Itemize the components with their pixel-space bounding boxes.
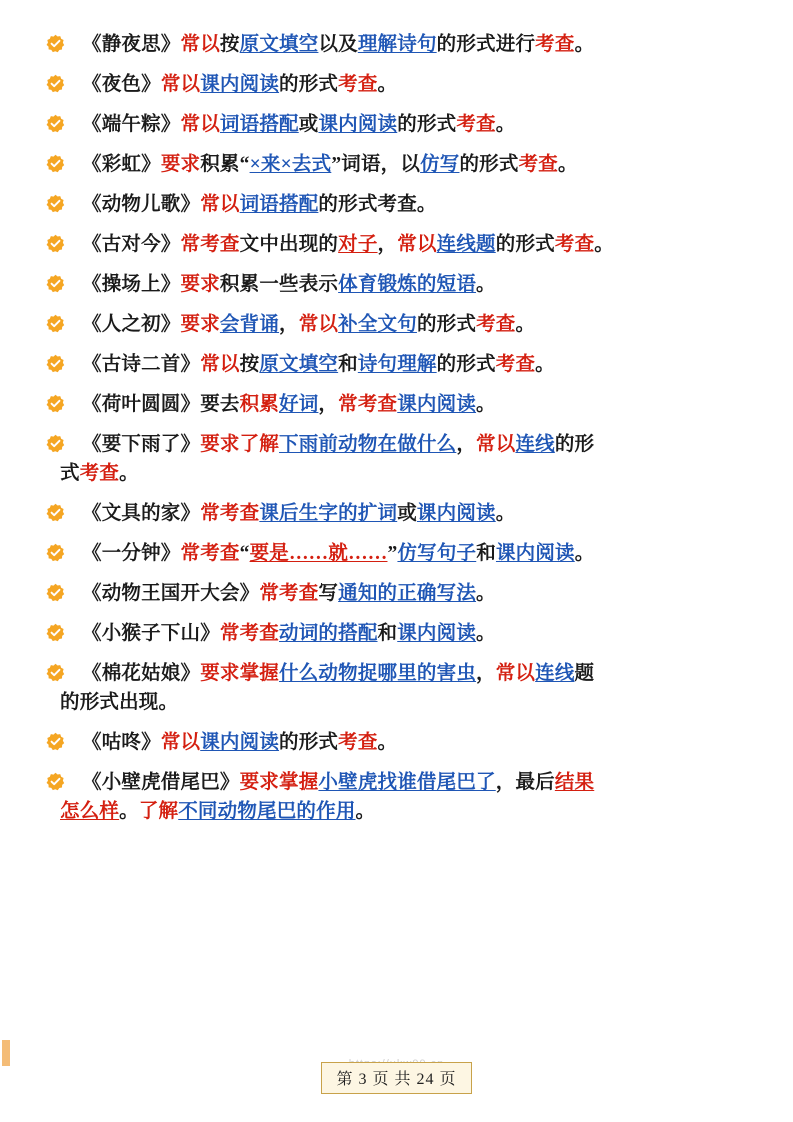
text-segment: 下雨前动物在做什么 xyxy=(279,434,457,455)
text-segment: 或 xyxy=(397,503,417,524)
text-segment: 考查 xyxy=(495,354,536,375)
text-segment: 什么动物捉哪里的害虫 xyxy=(279,663,477,684)
check-badge-icon xyxy=(46,354,65,373)
knowledge-point-list xyxy=(40,30,747,826)
text-segment: 好词 xyxy=(279,394,319,415)
text-segment: 常以 xyxy=(397,234,437,255)
text-segment: 常以 xyxy=(180,114,220,135)
check-badge-icon xyxy=(46,34,65,53)
list-item-text xyxy=(82,310,747,339)
text-segment: 课内阅读 xyxy=(318,114,398,135)
text-segment: 《古诗二首》 xyxy=(82,354,201,375)
text-segment: 。 xyxy=(515,314,536,335)
text-segment: 积累 xyxy=(239,394,280,415)
text-segment: 的形式 xyxy=(279,732,339,753)
text-segment: 按 xyxy=(219,34,240,55)
text-segment: ×来×去式 xyxy=(249,154,332,175)
text-segment: 的形式 xyxy=(436,354,496,375)
text-segment: 常考查 xyxy=(180,234,240,255)
text-segment: ， xyxy=(279,314,299,335)
text-segment: 的形式出现。 xyxy=(60,692,179,713)
text-segment: 《棉花姑娘》 xyxy=(82,663,201,684)
text-segment: 课内阅读 xyxy=(200,74,280,95)
list-item-text xyxy=(82,270,747,299)
text-segment: 要求掌握 xyxy=(239,772,319,793)
text-segment: 。 xyxy=(535,354,555,375)
list-item xyxy=(40,619,747,648)
page-number-badge: 第 3 页 共 24 页 xyxy=(321,1062,471,1094)
text-segment: 小壁虎找谁借尾巴了 xyxy=(318,772,496,793)
text-segment: 的形 xyxy=(554,434,595,455)
check-badge-icon xyxy=(46,772,65,791)
text-segment: ” xyxy=(387,543,398,564)
list-item-text xyxy=(82,190,747,219)
text-segment: 常考查 xyxy=(338,394,398,415)
text-segment: 。 xyxy=(495,114,516,135)
text-segment: 考查 xyxy=(554,234,595,255)
check-badge-icon xyxy=(46,274,65,293)
check-badge-icon xyxy=(46,114,65,133)
list-item xyxy=(40,350,747,379)
text-segment: 要求 xyxy=(180,274,220,295)
text-segment: 课内阅读 xyxy=(397,394,477,415)
list-item xyxy=(40,728,747,757)
list-item-text-continuation xyxy=(60,459,747,488)
list-item xyxy=(40,270,747,299)
text-segment: 常考查 xyxy=(200,503,260,524)
text-segment: 的形式 xyxy=(495,234,555,255)
list-item-text xyxy=(82,659,747,688)
text-segment: 了解 xyxy=(138,801,179,822)
text-segment: 《人之初》 xyxy=(82,314,181,335)
list-item-text xyxy=(82,110,747,139)
text-segment: 课后生字的扩词 xyxy=(259,503,398,524)
text-segment: 要求了解 xyxy=(200,434,280,455)
text-segment: 的形式 xyxy=(279,74,339,95)
text-segment: 式 xyxy=(60,463,80,484)
text-segment: 。 xyxy=(355,801,376,822)
text-segment: 《文具的家》 xyxy=(82,503,201,524)
list-item-text xyxy=(82,619,747,648)
list-item-text xyxy=(82,350,747,379)
text-segment: 。 xyxy=(119,463,139,484)
text-segment: “ xyxy=(239,154,250,175)
list-item-text xyxy=(82,150,747,179)
text-segment: 诗句理解 xyxy=(357,354,437,375)
text-segment: ， xyxy=(456,434,477,455)
text-segment: 不同动物尾巴的作用 xyxy=(178,801,356,822)
list-item-text xyxy=(82,499,747,528)
text-segment: 怎么样 xyxy=(60,801,120,822)
page-footer xyxy=(0,1062,793,1094)
text-segment: 仿写 xyxy=(420,154,460,175)
text-segment: 常以 xyxy=(200,194,240,215)
text-segment: 常以 xyxy=(298,314,339,335)
check-badge-icon xyxy=(46,503,65,522)
text-segment: 考查 xyxy=(338,74,378,95)
list-item-text xyxy=(82,70,747,99)
text-segment: ， xyxy=(495,772,516,793)
text-segment: 。 xyxy=(495,503,516,524)
text-segment: 词语搭配 xyxy=(219,114,299,135)
list-item xyxy=(40,390,747,419)
list-item xyxy=(40,190,747,219)
text-segment: 要求 xyxy=(160,154,201,175)
list-item xyxy=(40,110,747,139)
list-item xyxy=(40,768,747,826)
text-segment: 常以 xyxy=(200,354,240,375)
check-badge-icon xyxy=(46,434,65,453)
text-segment: 仿写句子 xyxy=(397,543,477,564)
text-segment: 题 xyxy=(574,663,595,684)
text-segment: 《彩虹》 xyxy=(82,154,161,175)
text-segment: 连线题 xyxy=(436,234,496,255)
text-segment: 要是……就…… xyxy=(249,543,388,564)
text-segment: 考查 xyxy=(79,463,120,484)
text-segment: 课内阅读 xyxy=(200,732,280,753)
text-segment: 。 xyxy=(558,154,578,175)
text-segment: 。 xyxy=(574,543,595,564)
text-segment: 考查 xyxy=(518,154,558,175)
list-item-text xyxy=(82,230,747,259)
text-segment: 《一分钟》 xyxy=(82,543,181,564)
list-item-text-continuation xyxy=(60,688,747,717)
text-segment: 《夜色》 xyxy=(82,74,161,95)
text-segment: 《小壁虎借尾巴》 xyxy=(82,772,240,793)
list-item xyxy=(40,150,747,179)
list-item-text xyxy=(82,30,747,59)
text-segment: 《静夜思》 xyxy=(82,34,181,55)
list-item xyxy=(40,70,747,99)
list-item xyxy=(40,230,747,259)
text-segment: 词语搭配 xyxy=(239,194,319,215)
text-segment: 文中出现的 xyxy=(239,234,339,255)
list-item-text xyxy=(82,768,747,797)
text-segment: 。 xyxy=(476,394,496,415)
text-segment: 课内阅读 xyxy=(416,503,496,524)
check-badge-icon xyxy=(46,74,65,93)
text-segment: 会背诵 xyxy=(219,314,280,335)
text-segment: 课内阅读 xyxy=(397,623,477,644)
text-segment: 要去 xyxy=(200,394,240,415)
text-segment: ， xyxy=(377,234,398,255)
text-segment: 。 xyxy=(594,234,614,255)
text-segment: 课内阅读 xyxy=(495,543,575,564)
text-segment: 。 xyxy=(377,732,398,753)
check-badge-icon xyxy=(46,623,65,642)
text-segment: 的形式 xyxy=(459,154,519,175)
check-badge-icon xyxy=(46,394,65,413)
text-segment: 连线 xyxy=(535,663,575,684)
list-item-text-continuation xyxy=(60,797,747,826)
text-segment: 积累 xyxy=(200,154,240,175)
check-badge-icon xyxy=(46,314,65,333)
check-badge-icon xyxy=(46,583,65,602)
list-item xyxy=(40,579,747,608)
text-segment: 常考查 xyxy=(180,543,240,564)
text-segment: 对子 xyxy=(338,234,378,255)
text-segment: 。 xyxy=(574,34,595,55)
text-segment: 动词的搭配 xyxy=(279,623,378,644)
text-segment: 要求掌握 xyxy=(200,663,280,684)
text-segment: 常以 xyxy=(476,434,516,455)
text-segment: 或 xyxy=(298,114,319,135)
text-segment: 连线 xyxy=(515,434,555,455)
text-segment: “ xyxy=(239,543,250,564)
text-segment: 原文填空 xyxy=(239,34,319,55)
text-segment: 补全文句 xyxy=(338,314,417,335)
text-segment: 常考查 xyxy=(219,623,280,644)
list-item-text xyxy=(82,728,747,757)
text-segment: 的形式进行 xyxy=(436,34,536,55)
text-segment: 《要下雨了》 xyxy=(82,434,201,455)
text-segment: 按 xyxy=(239,354,260,375)
text-segment: 积累一些表示 xyxy=(219,274,339,295)
check-badge-icon xyxy=(46,194,65,213)
text-segment: 体育锻炼的短语 xyxy=(338,274,477,295)
list-item xyxy=(40,499,747,528)
text-segment: 。 xyxy=(476,623,496,644)
text-segment: 常以 xyxy=(495,663,536,684)
text-segment: 考查 xyxy=(456,114,496,135)
text-segment: ， xyxy=(318,394,339,415)
text-segment: 。 xyxy=(377,74,398,95)
text-segment: 和 xyxy=(338,354,358,375)
check-badge-icon xyxy=(46,154,65,173)
text-segment: 《咕咚》 xyxy=(82,732,161,753)
list-item xyxy=(40,539,747,568)
text-segment: 和 xyxy=(476,543,496,564)
text-segment: 《古对今》 xyxy=(82,234,181,255)
text-segment: 要求 xyxy=(180,314,220,335)
list-item xyxy=(40,30,747,59)
check-badge-icon xyxy=(46,732,65,751)
text-segment: 。 xyxy=(476,274,496,295)
text-segment: 《小猴子下山》 xyxy=(82,623,220,644)
list-item-text xyxy=(82,539,747,568)
text-segment: 的形式 xyxy=(397,114,457,135)
text-segment: 考查 xyxy=(535,34,575,55)
text-segment: 《动物王国开大会》 xyxy=(82,583,260,604)
text-segment: 常考查 xyxy=(259,583,319,604)
text-segment: 常以 xyxy=(180,34,220,55)
text-segment: 《端午粽》 xyxy=(82,114,181,135)
text-segment: 通知的正确写法 xyxy=(338,583,477,604)
text-segment: 的形式 xyxy=(416,314,477,335)
text-segment: 的形式考查。 xyxy=(318,194,437,215)
text-segment: 常以 xyxy=(160,732,201,753)
text-segment: 结果 xyxy=(554,772,595,793)
text-segment: 考查 xyxy=(338,732,378,753)
text-segment: ， xyxy=(476,663,496,684)
text-segment: 《操场上》 xyxy=(82,274,181,295)
list-item-text xyxy=(82,430,747,459)
text-segment: 理解诗句 xyxy=(357,34,437,55)
text-segment: 原文填空 xyxy=(259,354,339,375)
list-item xyxy=(40,310,747,339)
check-badge-icon xyxy=(46,543,65,562)
text-segment: ”词语，以 xyxy=(331,154,421,175)
text-segment: 写 xyxy=(318,583,339,604)
list-item xyxy=(40,659,747,717)
list-item xyxy=(40,430,747,488)
text-segment: 常以 xyxy=(160,74,201,95)
text-segment: 《动物儿歌》 xyxy=(82,194,201,215)
check-badge-icon xyxy=(46,663,65,682)
text-segment: 《荷叶圆圆》 xyxy=(82,394,201,415)
text-segment: 。 xyxy=(119,801,139,822)
text-segment: 以及 xyxy=(318,34,358,55)
text-segment: 。 xyxy=(476,583,496,604)
list-item-text xyxy=(82,390,747,419)
list-item-text xyxy=(82,579,747,608)
text-segment: 最后 xyxy=(515,772,555,793)
text-segment: 考查 xyxy=(476,314,516,335)
check-badge-icon xyxy=(46,234,65,253)
text-segment: 和 xyxy=(377,623,398,644)
